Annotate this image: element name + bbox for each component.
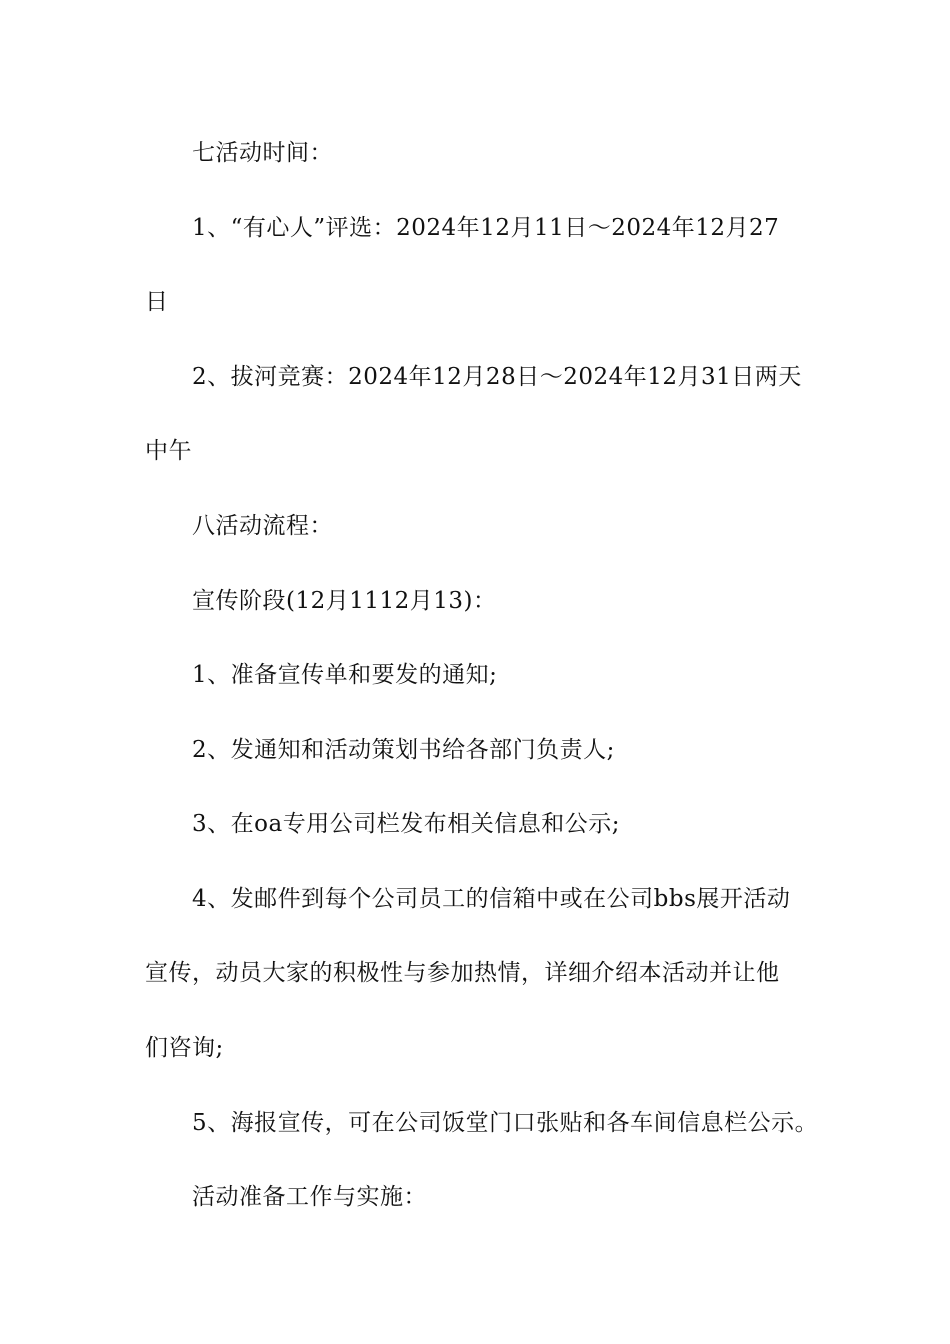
activity-time-item-2-continued: 中午 — [145, 438, 192, 464]
activity-time-item-2: 2、拔河竞赛：2024年12月28日～2024年12月31日两天 — [192, 364, 802, 390]
publicity-step-1: 1、准备宣传单和要发的通知; — [192, 662, 498, 688]
publicity-step-4: 4、发邮件到每个公司员工的信箱中或在公司bbs展开活动 — [192, 886, 791, 912]
preparation-heading: 活动准备工作与实施： — [192, 1184, 427, 1210]
publicity-step-4-continued: 宣传，动员大家的积极性与参加热情，详细介绍本活动并让他 — [145, 960, 780, 986]
publicity-step-5: 5、海报宣传，可在公司饭堂门口张贴和各车间信息栏公示。 — [192, 1110, 819, 1136]
section-7-heading: 七活动时间： — [192, 140, 333, 166]
activity-time-item-1: 1、“有心人”评选：2024年12月11日～2024年12月27 — [192, 215, 780, 241]
section-8-heading: 八活动流程： — [192, 513, 333, 539]
activity-time-item-1-continued: 日 — [145, 289, 169, 315]
publicity-step-2: 2、发通知和活动策划书给各部门负责人; — [192, 737, 615, 763]
publicity-step-4-end: 们咨询; — [145, 1035, 224, 1061]
publicity-step-3: 3、在oa专用公司栏发布相关信息和公示; — [192, 811, 620, 837]
publicity-stage-heading: 宣传阶段(12月1112月13)： — [192, 588, 497, 614]
